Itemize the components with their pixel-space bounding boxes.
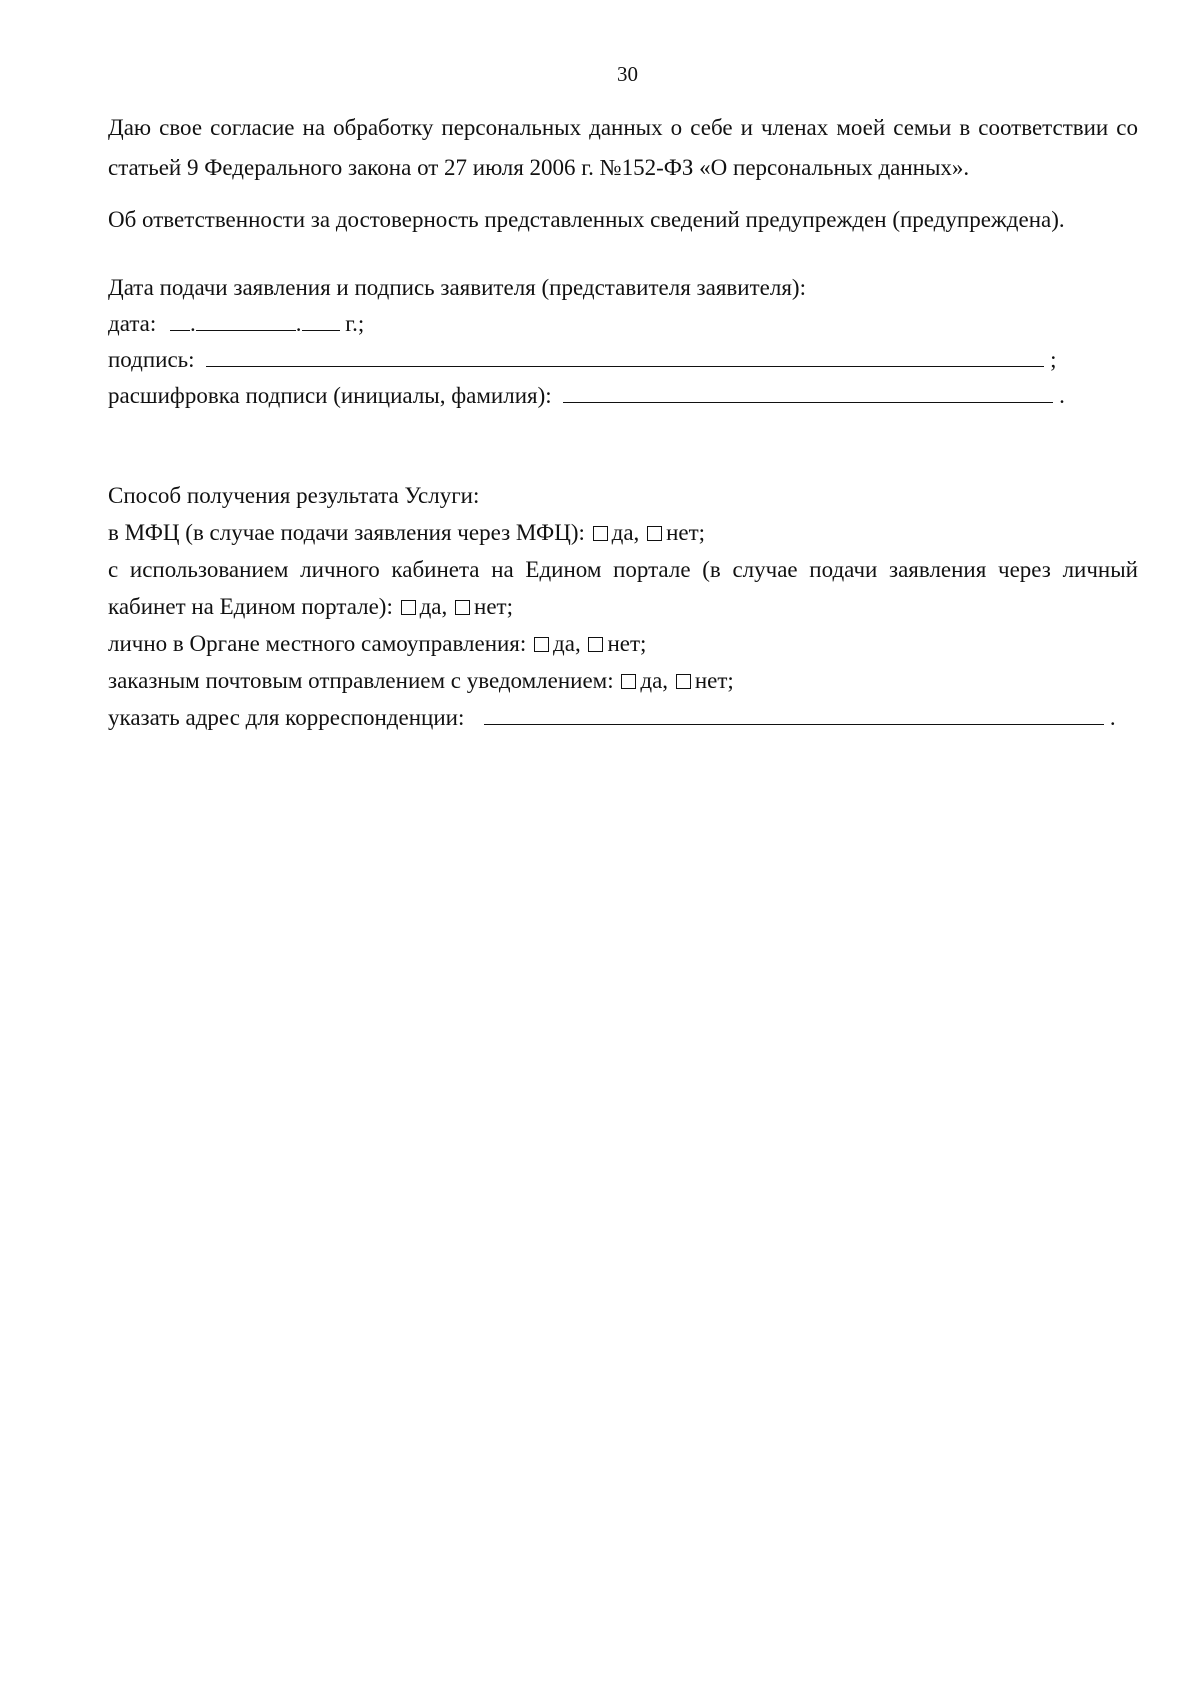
yes-label: да, [640, 668, 669, 693]
decode-label: расшифровка подписи (инициалы, фамилия): [108, 383, 552, 408]
delivery-option-in-person [108, 625, 1138, 662]
date-month-field[interactable] [196, 308, 296, 331]
no-label: нет; [666, 520, 706, 545]
checkbox-icon[interactable] [676, 674, 691, 689]
consent-paragraph: Даю свое согласие на обработку персональных данных о себе и членах моей семьи в соответствии со статьей 9 Федерального закона от 27 июля 2006 г. №152-ФЗ «О персональных данных». [108, 115, 1138, 180]
date-label: дата: [108, 311, 157, 336]
yes-label: да, [553, 631, 581, 656]
date-line [108, 306, 1138, 342]
address-end: . [1109, 705, 1116, 730]
checkbox-icon[interactable] [401, 600, 416, 615]
delivery-heading: Способ получения результата Услуги: [108, 483, 480, 508]
checkbox-icon[interactable] [621, 674, 636, 689]
yes-label: да, [611, 520, 640, 545]
no-label: нет; [694, 668, 734, 693]
signature-line [108, 342, 1138, 378]
checkbox-icon[interactable] [534, 637, 549, 652]
address-label: указать адрес для корреспонденции: [108, 705, 465, 730]
delivery-option-mail [108, 662, 1138, 699]
decode-field[interactable] [563, 380, 1053, 403]
checkbox-icon[interactable] [593, 526, 608, 541]
checkbox-icon[interactable] [588, 637, 603, 652]
responsibility-statement: Об ответственности за достоверность представленных сведений предупрежден (предупреждена). [108, 207, 1065, 232]
signature-end: ; [1050, 347, 1057, 372]
decode-end: . [1059, 383, 1065, 408]
date-year-field[interactable] [302, 308, 340, 331]
yes-label: да, [419, 594, 448, 619]
delivery-option-portal [108, 551, 1138, 625]
signature-label: подпись: [108, 347, 195, 372]
delivery-option-mfc [108, 514, 1138, 551]
option-label: лично в Органе местного самоуправления: [108, 631, 527, 656]
address-field[interactable] [484, 702, 1104, 725]
signature-section [108, 270, 1138, 414]
date-separator-1: . [190, 311, 196, 336]
checkbox-icon[interactable] [647, 526, 662, 541]
date-separator-2: . [295, 311, 302, 336]
signature-heading: Дата подачи заявления и подпись заявителя (представителя заявителя): [108, 275, 806, 300]
option-label: с использованием личного кабинета на Едином портале (в случае подачи заявления через личный кабинет на Едином портале): [108, 557, 1138, 619]
option-label: заказным почтовым отправлением с уведомлением: [108, 668, 614, 693]
no-label: нет; [474, 594, 513, 619]
signature-field[interactable] [206, 344, 1044, 367]
address-line [108, 699, 1138, 736]
option-label: в МФЦ (в случае подачи заявления через МФЦ): [108, 520, 585, 545]
checkbox-icon[interactable] [455, 600, 470, 615]
page-number: 30 [617, 62, 638, 86]
delivery-section [108, 477, 1138, 736]
date-suffix: г.; [345, 311, 365, 336]
date-day-field[interactable] [170, 308, 190, 331]
decode-line [108, 378, 1138, 414]
no-label: нет; [607, 631, 647, 656]
